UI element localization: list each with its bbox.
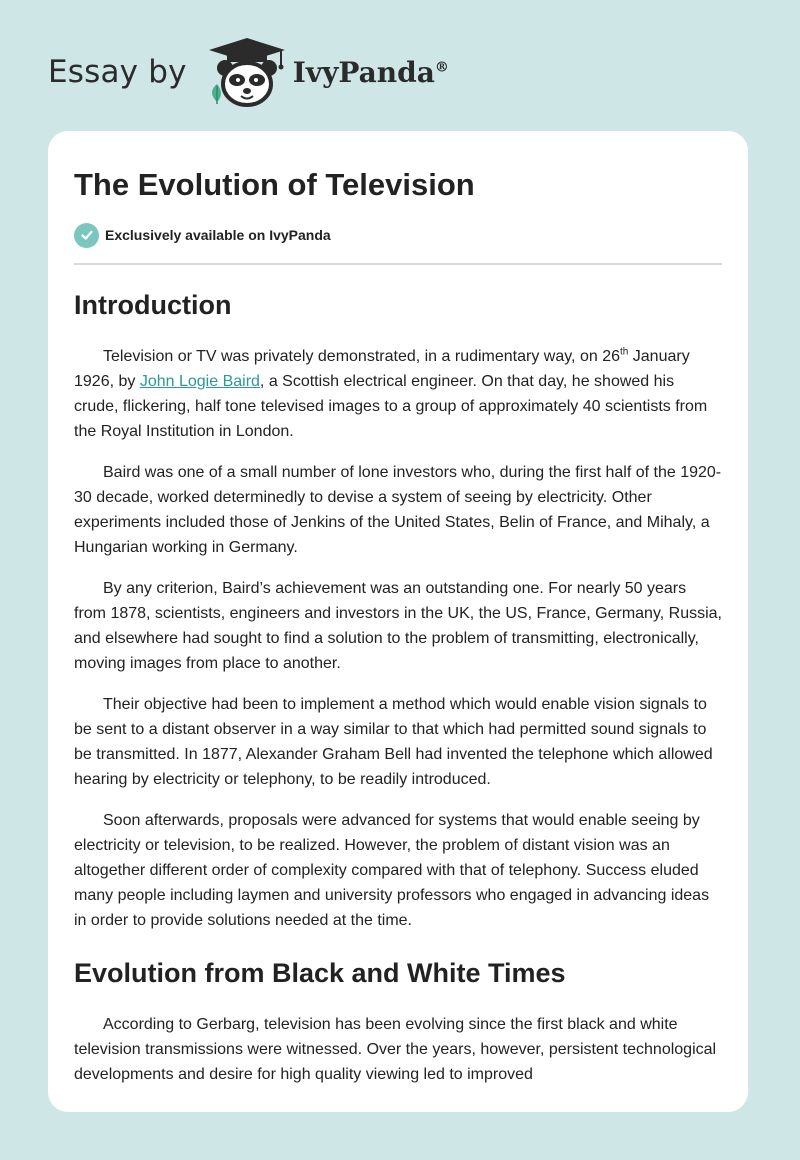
brand-name: IvyPanda®: [292, 55, 449, 89]
paragraph: Baird was one of a small number of lone investors who, during the first half of the 1920-30 decade, worked determinedly to devise a system of seeing by electricity. Other experiments included those of Jenkins of the United States, Belin of France, and Mihaly, a Hungarian working in Germany.: [74, 464, 722, 556]
paragraph: Their objective had been to implement a method which would enable vision signals to be sent to a distant observer in a way similar to that which had permitted sound signals to be transmitted. In 1877, Alexander Graham Bell had invented the telephone which allowed hearing by electricity or telephony, to be readily introduced.: [74, 696, 713, 788]
check-circle-icon: [74, 223, 99, 248]
brand-logo[interactable]: [48, 36, 449, 108]
essay-title: The Evolution of Television: [74, 167, 475, 202]
registered-mark: ®: [434, 59, 449, 76]
ordinal-suffix: th: [619, 346, 629, 358]
essay-card: [48, 131, 748, 1112]
paragraph: Television or TV was privately demonstrated, in a rudimentary way, on 26th January 1926, by John Logie Baird, a Scottish electrical engineer. On that day, he showed his crude, flickering, half tone televised images to a group of approximately 40 scientists from the Royal Institution in London.: [74, 346, 708, 440]
john-logie-baird-link[interactable]: John Logie Baird: [139, 373, 260, 390]
section-introduction: [74, 287, 722, 933]
exclusive-badge: [74, 222, 722, 248]
section-heading: Evolution from Black and White Times: [74, 958, 566, 988]
section-evolution: [74, 955, 722, 1087]
paragraph: According to Gerbarg, television has been evolving since the first black and white television transmissions were witnessed. Over the years, however, persistent technological developments and desire for high quality viewing led to improved: [74, 1016, 717, 1083]
exclusive-label: Exclusively available on IvyPanda: [105, 227, 331, 243]
brand-prefix: Essay by: [48, 54, 187, 90]
paragraph: Soon afterwards, proposals were advanced for systems that would enable seeing by electricity or television, to be realized. However, the problem of distant vision was an altogether different order of complexity compared with that of telephony. Success eluded many people including laymen and university professors who engaged in advancing ideas in order to provide solutions needed at the time.: [74, 812, 710, 929]
divider: [74, 263, 722, 265]
panda-graduate-icon: [205, 36, 289, 108]
paragraph: By any criterion, Baird’s achievement was an outstanding one. For nearly 50 years from 1878, scientists, engineers and investors in the UK, the US, France, Germany, Russia, and elsewhere had sought to find a solution to the problem of transmitting, electronically, moving images from place to another.: [74, 580, 722, 672]
section-heading: Introduction: [74, 290, 232, 320]
